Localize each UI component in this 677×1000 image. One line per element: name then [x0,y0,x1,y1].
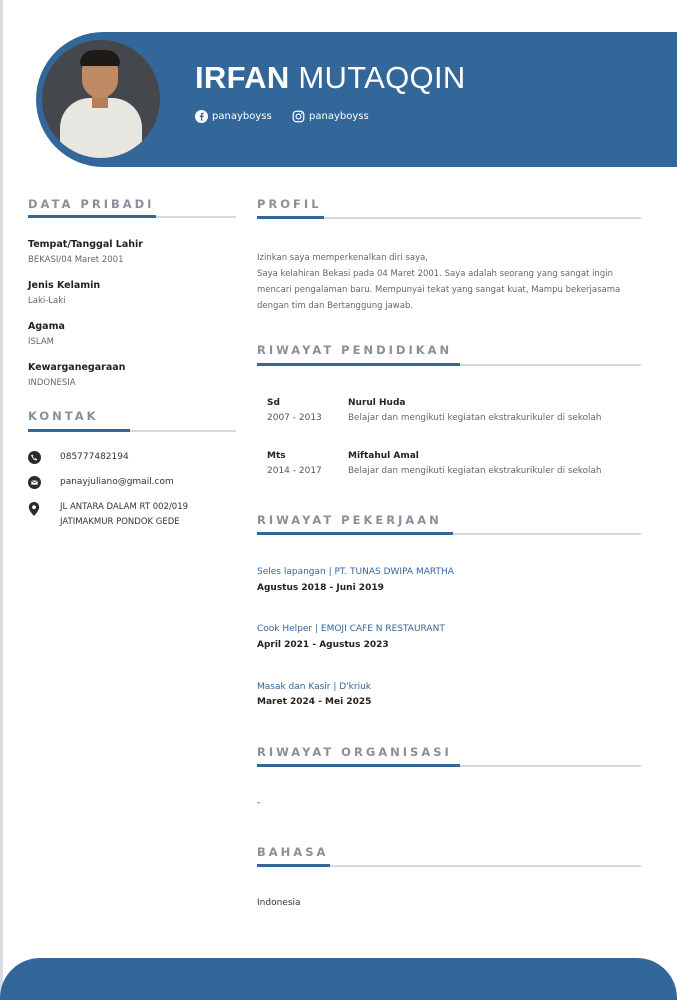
religion-value: ISLAM [28,337,54,347]
profile-line-1: Izinkan saya memperkenalkan diri saya, [257,253,429,263]
birth-value: BEKASI/04 Maret 2001 [28,255,124,265]
gender-value: Laki-Laki [28,296,66,306]
job-title-2: Cook Helper | EMOJI CAFE N RESTAURANT [257,624,445,634]
organization-content: - [257,798,261,808]
phone-row [28,451,41,464]
personal-data-accent [28,215,156,218]
gender-label: Jenis Kelamin [28,280,101,291]
job-period-1: Agustus 2018 - Juni 2019 [257,583,384,593]
education-school-1: Nurul Huda [348,398,406,408]
instagram-link[interactable] [292,110,369,123]
religion-label: Agama [28,321,65,332]
education-level-1: Sd [267,398,280,408]
education-years-2: 2014 - 2017 [267,466,322,476]
profile-accent [257,216,324,219]
phone-icon [28,451,41,464]
education-level-2: Mts [267,451,286,461]
work-accent [257,532,453,535]
profile-text [257,250,642,314]
profile-photo [42,40,160,158]
job-title-1: Seles lapangan | PT. TUNAS DWIPA MARTHA [257,567,454,577]
phone-number[interactable]: 085777482194 [60,452,129,462]
email-icon [28,476,41,489]
education-years-1: 2007 - 2013 [267,413,322,423]
email-address[interactable]: panayjuliano@gmail.com [60,477,174,487]
instagram-handle: panayboyss [309,111,369,122]
address-line-2: JATIMAKMUR PONDOK GEDE [60,517,180,527]
nationality-label: Kewarganegaraan [28,362,126,373]
organization-accent [257,764,460,767]
birth-label: Tempat/Tanggal Lahir [28,239,143,250]
nationality-value: INDONESIA [28,378,76,388]
first-name: IRFAN [195,60,290,95]
instagram-icon [292,110,305,123]
language-accent [257,864,330,867]
education-school-2: Miftahul Amal [348,451,419,461]
profile-line-2: Saya kelahiran Bekasi pada 04 Maret 2001. Saya adalah seorang yang sangat ingin mencari pengalaman baru. Mempunyai tekat yang sangat kuat, Mampu bekerjasama dengan tim dan Bertanggung jawab. [257,269,621,311]
facebook-handle: panayboyss [212,111,272,122]
contact-accent [28,429,130,432]
facebook-link[interactable] [195,110,272,123]
work-title: RIWAYAT PEKERJAAN [257,513,442,527]
job-title-3: Masak dan Kasir | D'kriuk [257,682,371,692]
education-desc-2: Belajar dan mengikuti kegiatan ekstrakurikuler di sekolah [348,466,602,476]
language-title: BAHASA [257,845,329,859]
profile-title: PROFIL [257,197,322,211]
address-line-1: JL ANTARA DALAM RT 002/019 [60,502,189,512]
language-content: Indonesia [257,898,301,908]
job-period-2: April 2021 - Agustus 2023 [257,640,389,650]
education-title: RIWAYAT PENDIDIKAN [257,343,453,357]
education-desc-1: Belajar dan mengikuti kegiatan ekstrakurikuler di sekolah [348,413,602,423]
candidate-name [195,60,466,96]
location-icon [28,501,40,520]
page-left-edge [0,0,3,1000]
contact-title: KONTAK [28,409,99,423]
education-accent [257,363,460,366]
email-row [28,476,41,489]
personal-data-title: DATA PRIBADI [28,197,155,211]
last-name: MUTAQQIN [298,60,466,95]
footer-banner [0,958,677,1000]
organization-title: RIWAYAT ORGANISASI [257,745,452,759]
facebook-icon [195,110,208,123]
job-period-3: Maret 2024 - Mei 2025 [257,697,372,707]
